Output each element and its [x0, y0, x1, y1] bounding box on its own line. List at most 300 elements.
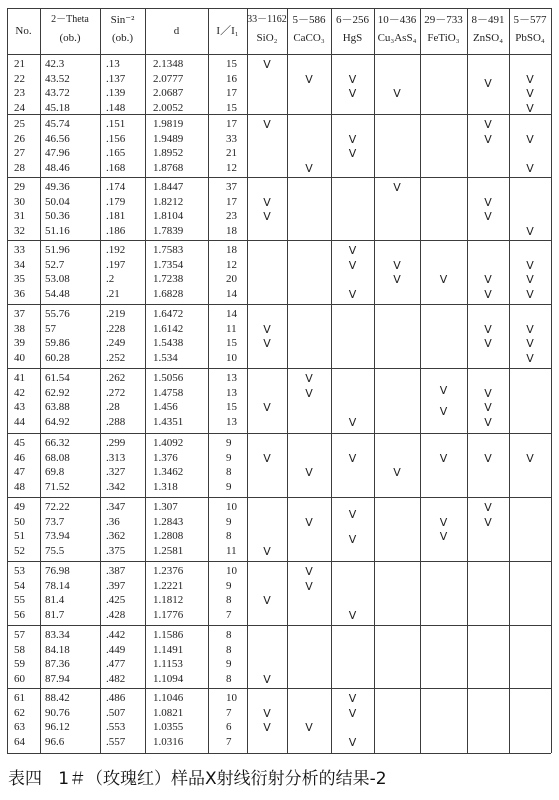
sin-value: .477: [106, 658, 126, 670]
row-number: 34: [14, 258, 25, 271]
two-theta-value: 83.34: [45, 629, 70, 641]
phase-match-mark: V: [484, 451, 492, 465]
phase-match-mark: V: [305, 372, 313, 385]
row-number: 49: [14, 501, 25, 513]
row-number: 32: [14, 224, 25, 237]
two-theta-value: 48.46: [45, 161, 70, 174]
sin-value: .186: [106, 224, 126, 237]
sin-value: .397: [106, 579, 126, 592]
column-subheader-7: HgS: [342, 32, 363, 44]
column-header-10: 8－491: [471, 14, 505, 26]
row-number: 40: [14, 351, 25, 364]
row-number: 56: [14, 608, 25, 621]
phase-match-mark: V: [393, 258, 401, 272]
column-header-1: 2－Theta: [51, 14, 89, 25]
column-header-0: No.: [15, 25, 32, 37]
two-theta-value: 46.56: [45, 132, 70, 145]
row-number: 27: [14, 147, 25, 159]
intensity-value: 17: [226, 118, 237, 130]
d-spacing-value: 1.318: [153, 480, 178, 493]
two-theta-value: 52.7: [45, 258, 65, 271]
two-theta-value: 81.7: [45, 608, 65, 621]
table-rule: [7, 753, 551, 754]
phase-match-mark: V: [393, 273, 401, 286]
phase-match-mark: V: [484, 195, 492, 209]
row-number: 39: [14, 337, 25, 349]
column-rule: [509, 8, 510, 753]
intensity-value: 14: [226, 287, 237, 300]
sin-value: .428: [106, 608, 126, 621]
d-spacing-value: 1.7238: [153, 273, 184, 285]
column-rule: [467, 8, 468, 753]
two-theta-value: 53.08: [45, 273, 70, 285]
sin-value: .192: [106, 244, 126, 256]
row-number: 46: [14, 451, 25, 464]
column-header-3: d: [173, 25, 180, 37]
d-spacing-value: 1.2808: [153, 530, 184, 542]
table-rule: [7, 368, 551, 369]
two-theta-value: 43.72: [45, 87, 70, 99]
d-spacing-value: 1.7583: [153, 244, 184, 256]
row-number: 37: [14, 308, 25, 320]
phase-match-mark: V: [348, 147, 357, 160]
d-spacing-value: 1.2376: [153, 565, 184, 577]
column-header-5: 33－1162: [247, 14, 287, 25]
row-number: 44: [14, 415, 25, 428]
sin-value: .557: [106, 735, 126, 748]
sin-value: .313: [106, 451, 126, 464]
d-spacing-value: 1.8447: [153, 181, 184, 193]
table-caption: 表四 1＃（玫瑰红）样品X射线衍射分析的结果-2: [8, 769, 387, 789]
d-spacing-value: 1.307: [153, 501, 178, 513]
phase-match-mark: V: [305, 579, 313, 593]
phase-match-mark: V: [393, 87, 401, 100]
phase-match-mark: V: [348, 451, 357, 465]
sin-value: .553: [106, 721, 126, 733]
phase-match-mark: V: [348, 72, 357, 86]
intensity-value: 8: [226, 672, 232, 685]
column-header-4: I／I₁: [216, 25, 239, 37]
table-rule: [7, 240, 551, 241]
d-spacing-value: 1.9489: [153, 132, 184, 145]
phase-match-mark: V: [263, 58, 271, 71]
d-spacing-value: 1.7839: [153, 224, 184, 237]
two-theta-value: 62.92: [45, 386, 70, 399]
intensity-value: 18: [226, 244, 237, 256]
sin-value: .387: [106, 565, 126, 577]
sin-value: .219: [106, 308, 126, 320]
column-subheader-9: FeTiO₃: [427, 32, 460, 44]
row-number: 31: [14, 210, 25, 222]
column-rule: [551, 8, 552, 753]
row-number: 47: [14, 466, 25, 478]
phase-match-mark: V: [263, 401, 271, 414]
phase-match-mark: V: [348, 508, 357, 522]
two-theta-value: 73.94: [45, 530, 70, 542]
phase-match-mark: V: [348, 415, 357, 429]
phase-match-mark: V: [526, 161, 534, 175]
phase-match-mark: V: [263, 451, 271, 465]
row-number: 29: [14, 181, 25, 193]
sin-value: .2: [106, 273, 115, 285]
column-rule: [374, 8, 375, 753]
phase-match-mark: V: [439, 405, 448, 419]
sin-value: .28: [106, 401, 120, 413]
phase-match-mark: V: [263, 337, 271, 350]
intensity-value: 15: [226, 58, 237, 70]
intensity-value: 15: [226, 101, 237, 114]
sin-value: .174: [106, 181, 126, 193]
sin-value: .347: [106, 501, 126, 513]
d-spacing-value: 1.2221: [153, 579, 184, 592]
table-rule: [7, 625, 551, 626]
sin-value: .252: [106, 351, 126, 364]
row-number: 30: [14, 195, 25, 208]
phase-match-mark: V: [484, 401, 492, 414]
intensity-value: 7: [226, 735, 232, 748]
column-rule: [145, 8, 146, 753]
d-spacing-value: 2.0777: [153, 72, 184, 85]
d-spacing-value: 1.1491: [153, 643, 184, 656]
phase-match-mark: V: [484, 386, 492, 400]
d-spacing-value: 1.4758: [153, 386, 184, 399]
sin-value: .375: [106, 544, 126, 557]
phase-match-mark: V: [348, 287, 357, 301]
column-rule: [100, 8, 101, 753]
two-theta-value: 45.18: [45, 101, 70, 114]
column-rule: [40, 8, 41, 753]
table-rule: [7, 8, 551, 9]
sin-value: .21: [106, 287, 120, 300]
two-theta-value: 73.7: [45, 515, 65, 528]
row-number: 60: [14, 672, 25, 685]
sin-value: .139: [106, 87, 126, 99]
two-theta-value: 84.18: [45, 643, 70, 656]
row-number: 50: [14, 515, 25, 528]
phase-match-mark: V: [526, 273, 534, 286]
d-spacing-value: 1.7354: [153, 258, 184, 271]
phase-match-mark: V: [305, 565, 313, 578]
two-theta-value: 60.28: [45, 351, 70, 364]
phase-match-mark: V: [526, 258, 534, 272]
d-spacing-value: 1.6472: [153, 308, 184, 320]
intensity-value: 15: [226, 337, 237, 349]
sin-value: .299: [106, 437, 126, 449]
phase-match-mark: V: [263, 210, 271, 223]
d-spacing-value: 1.2843: [153, 515, 184, 528]
sin-value: .362: [106, 530, 126, 542]
row-number: 57: [14, 629, 25, 641]
column-subheader-5: SiO₂: [256, 32, 278, 44]
sin-value: .156: [106, 132, 126, 145]
phase-match-mark: V: [263, 594, 271, 607]
row-number: 53: [14, 565, 25, 577]
two-theta-value: 90.76: [45, 706, 70, 719]
phase-match-mark: V: [348, 532, 357, 546]
phase-match-mark: V: [393, 181, 401, 194]
intensity-value: 37: [226, 181, 237, 193]
phase-match-mark: V: [484, 118, 492, 131]
two-theta-value: 64.92: [45, 415, 70, 428]
d-spacing-value: 1.5438: [153, 337, 184, 349]
phase-match-mark: V: [348, 692, 357, 705]
column-rule: [420, 8, 421, 753]
row-number: 58: [14, 643, 25, 656]
two-theta-value: 47.96: [45, 147, 70, 159]
column-header-8: 10－436: [377, 14, 417, 26]
phase-match-mark: V: [484, 132, 492, 146]
sin-value: .179: [106, 195, 126, 208]
intensity-value: 9: [226, 480, 232, 493]
column-header-7: 6－256: [336, 14, 369, 26]
d-spacing-value: 1.8104: [153, 210, 184, 222]
phase-match-mark: V: [263, 672, 271, 686]
sin-value: .442: [106, 629, 126, 641]
phase-match-mark: V: [526, 451, 534, 465]
sin-value: .486: [106, 692, 126, 704]
d-spacing-value: 1.456: [153, 401, 178, 413]
phase-match-mark: V: [484, 273, 492, 286]
intensity-value: 9: [226, 437, 232, 449]
phase-match-mark: V: [348, 132, 357, 146]
row-number: 21: [14, 58, 25, 70]
phase-match-mark: V: [526, 72, 534, 86]
intensity-value: 8: [226, 629, 232, 641]
two-theta-value: 59.86: [45, 337, 70, 349]
sin-value: .137: [106, 72, 126, 85]
d-spacing-value: 1.6142: [153, 322, 184, 335]
two-theta-value: 42.3: [45, 58, 65, 70]
table-rule: [7, 688, 551, 689]
column-rule: [287, 8, 288, 753]
phase-match-mark: V: [263, 195, 271, 209]
intensity-value: 13: [226, 386, 237, 399]
d-spacing-value: 1.3462: [153, 466, 184, 478]
d-spacing-value: 2.0687: [153, 87, 184, 99]
d-spacing-value: 1.8212: [153, 195, 184, 208]
two-theta-value: 63.88: [45, 401, 70, 413]
d-spacing-value: 1.4351: [153, 415, 184, 428]
intensity-value: 8: [226, 594, 232, 606]
row-number: 26: [14, 132, 25, 145]
sin-value: .228: [106, 322, 126, 335]
two-theta-value: 69.8: [45, 466, 65, 478]
phase-match-mark: V: [439, 383, 448, 397]
intensity-value: 20: [226, 273, 237, 285]
table-rule: [7, 497, 551, 498]
phase-match-mark: V: [484, 337, 492, 350]
intensity-value: 9: [226, 515, 232, 528]
intensity-value: 33: [226, 132, 237, 145]
phase-match-mark: V: [263, 118, 271, 131]
column-subheader-2: (ob.): [111, 32, 134, 44]
d-spacing-value: 1.8952: [153, 147, 184, 159]
phase-match-mark: V: [484, 322, 492, 336]
column-rule: [331, 8, 332, 753]
two-theta-value: 87.36: [45, 658, 70, 670]
column-rule: [247, 8, 248, 753]
two-theta-value: 45.74: [45, 118, 70, 130]
row-number: 41: [14, 372, 25, 384]
phase-match-mark: V: [526, 132, 534, 146]
table-rule: [7, 54, 551, 55]
column-subheader-11: PbSO₄: [515, 32, 545, 44]
two-theta-value: 51.96: [45, 244, 70, 256]
two-theta-value: 72.22: [45, 501, 70, 513]
row-number: 22: [14, 72, 25, 85]
two-theta-value: 61.54: [45, 372, 70, 384]
phase-match-mark: V: [484, 515, 492, 529]
phase-match-mark: V: [263, 544, 271, 558]
phase-match-mark: V: [439, 273, 448, 286]
row-number: 62: [14, 706, 25, 719]
intensity-value: 12: [226, 161, 237, 174]
intensity-value: 12: [226, 258, 237, 271]
phase-match-mark: V: [526, 224, 534, 238]
d-spacing-value: 1.5056: [153, 372, 184, 384]
d-spacing-value: 1.6828: [153, 287, 184, 300]
two-theta-value: 96.6: [45, 735, 65, 748]
row-number: 64: [14, 735, 25, 748]
intensity-value: 7: [226, 706, 232, 719]
phase-match-mark: V: [526, 337, 534, 350]
phase-match-mark: V: [305, 72, 313, 86]
phase-match-mark: V: [305, 515, 313, 529]
two-theta-value: 51.16: [45, 224, 70, 237]
row-number: 55: [14, 594, 25, 606]
d-spacing-value: 1.1776: [153, 608, 184, 621]
sin-value: .148: [106, 101, 126, 114]
intensity-value: 21: [226, 147, 237, 159]
d-spacing-value: 2.0052: [153, 101, 184, 114]
column-subheader-6: CaCO₃: [293, 32, 325, 44]
d-spacing-value: 1.2581: [153, 544, 184, 557]
two-theta-value: 68.08: [45, 451, 70, 464]
table-rule: [7, 304, 551, 305]
column-subheader-1: (ob.): [59, 32, 81, 44]
intensity-value: 8: [226, 530, 232, 542]
sin-value: .197: [106, 258, 126, 271]
sin-value: .482: [106, 672, 126, 685]
phase-match-mark: V: [393, 466, 401, 479]
phase-match-mark: V: [348, 706, 357, 720]
two-theta-value: 96.12: [45, 721, 70, 733]
row-number: 43: [14, 401, 25, 413]
two-theta-value: 87.94: [45, 672, 70, 685]
two-theta-value: 78.14: [45, 579, 70, 592]
two-theta-value: 81.4: [45, 594, 65, 606]
sin-value: .449: [106, 643, 126, 656]
row-number: 23: [14, 87, 25, 99]
column-rule: [7, 8, 8, 753]
intensity-value: 11: [226, 544, 237, 557]
two-theta-value: 54.48: [45, 287, 70, 300]
phase-match-mark: V: [348, 258, 357, 272]
sin-value: .272: [106, 386, 126, 399]
row-number: 42: [14, 386, 25, 399]
d-spacing-value: 1.1586: [153, 629, 184, 641]
phase-match-mark: V: [348, 87, 357, 100]
two-theta-value: 71.52: [45, 480, 70, 493]
table-rule: [7, 561, 551, 562]
phase-match-mark: V: [484, 501, 492, 514]
sin-value: .425: [106, 594, 126, 606]
d-spacing-value: 1.376: [153, 451, 178, 464]
phase-match-mark: V: [484, 210, 492, 223]
phase-match-mark: V: [305, 721, 313, 734]
two-theta-value: 76.98: [45, 565, 70, 577]
d-spacing-value: 1.1046: [153, 692, 184, 704]
d-spacing-value: 1.9819: [153, 118, 184, 130]
intensity-value: 8: [226, 466, 232, 478]
intensity-value: 9: [226, 658, 232, 670]
sin-value: .181: [106, 210, 126, 222]
phase-match-mark: V: [439, 515, 448, 529]
phase-match-mark: V: [348, 244, 357, 257]
column-subheader-10: ZnSO₄: [472, 32, 504, 44]
sin-value: .165: [106, 147, 126, 159]
row-number: 52: [14, 544, 25, 557]
sin-value: .288: [106, 415, 126, 428]
row-number: 51: [14, 530, 25, 542]
phase-match-mark: V: [305, 466, 313, 479]
row-number: 28: [14, 161, 25, 174]
two-theta-value: 50.04: [45, 195, 70, 208]
sin-value: .249: [106, 337, 126, 349]
phase-match-mark: V: [484, 287, 492, 301]
two-theta-value: 49.36: [45, 181, 70, 193]
intensity-value: 8: [226, 643, 232, 656]
phase-match-mark: V: [526, 351, 534, 365]
intensity-value: 6: [226, 721, 232, 733]
intensity-value: 9: [226, 451, 232, 464]
intensity-value: 10: [226, 351, 237, 364]
row-number: 24: [14, 101, 25, 114]
two-theta-value: 55.76: [45, 308, 70, 320]
intensity-value: 15: [226, 401, 237, 413]
two-theta-value: 88.42: [45, 692, 70, 704]
sin-value: .36: [106, 515, 120, 528]
two-theta-value: 75.5: [45, 544, 65, 557]
intensity-value: 16: [226, 72, 237, 85]
sin-value: .168: [106, 161, 126, 174]
table-rule: [7, 177, 551, 178]
d-spacing-value: 1.0355: [153, 721, 184, 733]
d-spacing-value: 1.534: [153, 351, 178, 364]
intensity-value: 13: [226, 372, 237, 384]
phase-match-mark: V: [263, 322, 271, 336]
d-spacing-value: 1.1812: [153, 594, 184, 606]
row-number: 36: [14, 287, 25, 300]
d-spacing-value: 1.1094: [153, 672, 184, 685]
column-subheader-8: Cu₃AsS₄: [377, 32, 417, 44]
d-spacing-value: 1.1153: [153, 658, 183, 670]
phase-match-mark: V: [484, 76, 492, 90]
row-number: 33: [14, 244, 25, 256]
sin-value: .507: [106, 706, 126, 719]
row-number: 59: [14, 658, 25, 670]
intensity-value: 14: [226, 308, 237, 320]
intensity-value: 18: [226, 224, 237, 237]
intensity-value: 23: [226, 210, 237, 222]
d-spacing-value: 1.8768: [153, 161, 184, 174]
column-rule: [208, 8, 209, 753]
phase-match-mark: V: [526, 322, 534, 336]
d-spacing-value: 1.4092: [153, 437, 184, 449]
row-number: 61: [14, 692, 25, 704]
intensity-value: 17: [226, 195, 237, 208]
two-theta-value: 43.52: [45, 72, 70, 85]
